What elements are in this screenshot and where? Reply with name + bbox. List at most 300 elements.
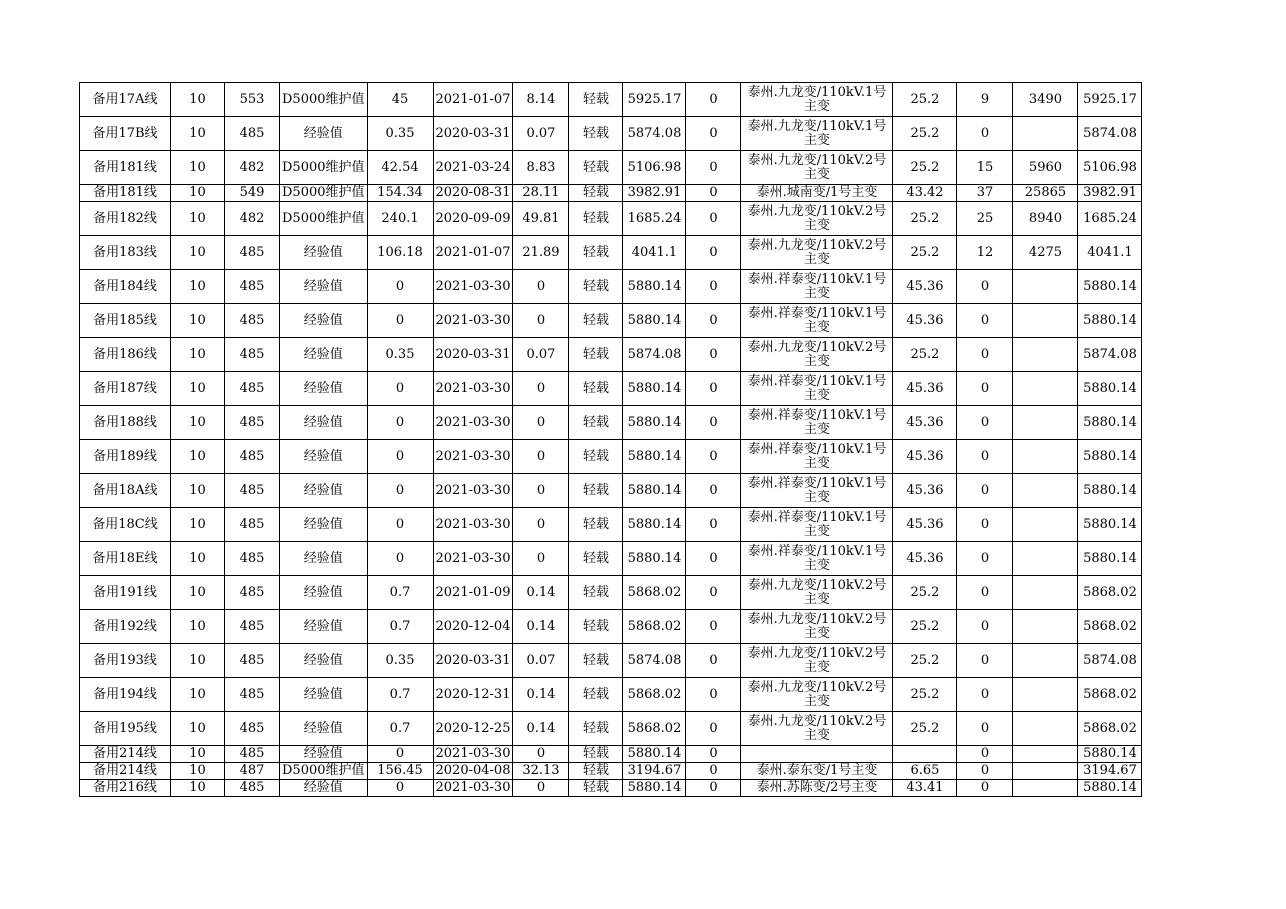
cell-margin: 5106.98 [623, 151, 686, 185]
cell-users: 0 [957, 644, 1013, 678]
cell-value-source: 经验值 [280, 508, 368, 542]
cell-rated-current: 482 [225, 151, 280, 185]
table-row [80, 576, 1142, 610]
cell-value-source: 经验值 [280, 406, 368, 440]
cell-capacity: 43.41 [893, 780, 957, 797]
cell-col-zero: 0 [686, 678, 741, 712]
cell-substation: 泰州.祥泰变/110kV.1号主变 [741, 440, 893, 474]
table-row [80, 338, 1142, 372]
cell-capacity: 45.36 [893, 304, 957, 338]
cell-available: 5874.08 [1078, 338, 1142, 372]
cell-value-source: 经验值 [280, 338, 368, 372]
cell-voltage: 10 [171, 338, 225, 372]
cell-col-zero: 0 [686, 440, 741, 474]
cell-users: 0 [957, 746, 1013, 763]
cell-max-current: 0.7 [367, 678, 433, 712]
cell-load-rate: 0.07 [513, 644, 569, 678]
cell-user-capacity [1013, 372, 1078, 406]
cell-rated-current: 482 [225, 202, 280, 236]
cell-voltage: 10 [171, 185, 225, 202]
cell-available: 5880.14 [1078, 474, 1142, 508]
cell-date: 2020-12-04 [433, 610, 513, 644]
cell-col-zero: 0 [686, 236, 741, 270]
cell-load-status: 轻载 [569, 610, 623, 644]
cell-margin: 5880.14 [623, 406, 686, 440]
cell-available: 5880.14 [1078, 542, 1142, 576]
cell-capacity: 25.2 [893, 576, 957, 610]
cell-capacity: 6.65 [893, 763, 957, 780]
cell-load-rate: 0 [513, 780, 569, 797]
cell-margin: 3982.91 [623, 185, 686, 202]
cell-load-status: 轻载 [569, 270, 623, 304]
cell-rated-current: 487 [225, 763, 280, 780]
cell-rated-current: 485 [225, 406, 280, 440]
cell-max-current: 156.45 [367, 763, 433, 780]
cell-substation: 泰州.九龙变/110kV.2号主变 [741, 202, 893, 236]
cell-users: 15 [957, 151, 1013, 185]
table-row [80, 185, 1142, 202]
cell-load-rate: 0 [513, 304, 569, 338]
cell-margin: 5868.02 [623, 576, 686, 610]
cell-substation: 泰州.祥泰变/110kV.1号主变 [741, 270, 893, 304]
cell-load-rate: 0 [513, 508, 569, 542]
cell-available: 5868.02 [1078, 678, 1142, 712]
cell-user-capacity: 25865 [1013, 185, 1078, 202]
cell-col-zero: 0 [686, 644, 741, 678]
cell-substation: 泰州.九龙变/110kV.2号主变 [741, 712, 893, 746]
cell-users: 0 [957, 474, 1013, 508]
cell-margin: 5880.14 [623, 508, 686, 542]
cell-col-zero: 0 [686, 780, 741, 797]
cell-rated-current: 485 [225, 440, 280, 474]
cell-max-current: 0 [367, 372, 433, 406]
cell-max-current: 0 [367, 508, 433, 542]
cell-col-zero: 0 [686, 117, 741, 151]
cell-value-source: 经验值 [280, 576, 368, 610]
cell-margin: 5874.08 [623, 117, 686, 151]
cell-rated-current: 485 [225, 236, 280, 270]
cell-substation: 泰州.九龙变/110kV.2号主变 [741, 151, 893, 185]
cell-capacity: 45.36 [893, 372, 957, 406]
data-table [79, 82, 1142, 797]
cell-capacity: 25.2 [893, 338, 957, 372]
cell-available: 5925.17 [1078, 83, 1142, 117]
cell-date: 2021-03-30 [433, 508, 513, 542]
cell-rated-current: 553 [225, 83, 280, 117]
cell-col-zero: 0 [686, 712, 741, 746]
cell-date: 2020-03-31 [433, 117, 513, 151]
cell-capacity: 45.36 [893, 542, 957, 576]
cell-available: 5868.02 [1078, 610, 1142, 644]
cell-rated-current: 485 [225, 780, 280, 797]
cell-margin: 5868.02 [623, 712, 686, 746]
cell-load-rate: 21.89 [513, 236, 569, 270]
cell-users: 0 [957, 304, 1013, 338]
cell-load-rate: 0 [513, 372, 569, 406]
cell-col-zero: 0 [686, 185, 741, 202]
cell-max-current: 0 [367, 780, 433, 797]
cell-line-name: 备用187线 [80, 372, 171, 406]
cell-available: 5880.14 [1078, 746, 1142, 763]
cell-available: 5880.14 [1078, 304, 1142, 338]
cell-capacity: 45.36 [893, 440, 957, 474]
cell-load-status: 轻载 [569, 474, 623, 508]
cell-available: 5106.98 [1078, 151, 1142, 185]
cell-substation: 泰州.城南变/1号主变 [741, 185, 893, 202]
table-row [80, 151, 1142, 185]
cell-max-current: 0 [367, 304, 433, 338]
cell-col-zero: 0 [686, 270, 741, 304]
cell-available: 5880.14 [1078, 780, 1142, 797]
cell-user-capacity: 5960 [1013, 151, 1078, 185]
cell-max-current: 0.7 [367, 576, 433, 610]
cell-load-status: 轻载 [569, 780, 623, 797]
cell-rated-current: 485 [225, 508, 280, 542]
cell-capacity: 45.36 [893, 508, 957, 542]
cell-user-capacity [1013, 576, 1078, 610]
cell-user-capacity [1013, 474, 1078, 508]
cell-user-capacity [1013, 644, 1078, 678]
cell-available: 5880.14 [1078, 508, 1142, 542]
table-row [80, 236, 1142, 270]
cell-value-source: 经验值 [280, 746, 368, 763]
cell-users: 0 [957, 440, 1013, 474]
cell-capacity: 25.2 [893, 151, 957, 185]
cell-date: 2021-01-07 [433, 236, 513, 270]
table-row [80, 202, 1142, 236]
cell-voltage: 10 [171, 576, 225, 610]
cell-margin: 5880.14 [623, 304, 686, 338]
cell-line-name: 备用17A线 [80, 83, 171, 117]
cell-users: 0 [957, 576, 1013, 610]
cell-load-status: 轻载 [569, 117, 623, 151]
cell-load-status: 轻载 [569, 151, 623, 185]
cell-user-capacity [1013, 763, 1078, 780]
cell-max-current: 0.35 [367, 117, 433, 151]
cell-load-rate: 0 [513, 406, 569, 440]
cell-margin: 5880.14 [623, 270, 686, 304]
cell-users: 0 [957, 117, 1013, 151]
cell-line-name: 备用186线 [80, 338, 171, 372]
cell-capacity: 25.2 [893, 236, 957, 270]
cell-value-source: 经验值 [280, 780, 368, 797]
cell-user-capacity [1013, 338, 1078, 372]
table-row [80, 712, 1142, 746]
cell-rated-current: 485 [225, 474, 280, 508]
cell-user-capacity [1013, 406, 1078, 440]
cell-substation: 泰州.祥泰变/110kV.1号主变 [741, 542, 893, 576]
table-row [80, 372, 1142, 406]
cell-col-zero: 0 [686, 508, 741, 542]
cell-user-capacity [1013, 304, 1078, 338]
cell-line-name: 备用18E线 [80, 542, 171, 576]
cell-line-name: 备用216线 [80, 780, 171, 797]
table-row [80, 270, 1142, 304]
cell-user-capacity [1013, 780, 1078, 797]
cell-capacity: 25.2 [893, 610, 957, 644]
cell-max-current: 0.7 [367, 712, 433, 746]
cell-margin: 5880.14 [623, 440, 686, 474]
cell-users: 0 [957, 763, 1013, 780]
cell-user-capacity: 3490 [1013, 83, 1078, 117]
cell-capacity: 25.2 [893, 678, 957, 712]
table-row [80, 780, 1142, 797]
cell-load-rate: 0 [513, 440, 569, 474]
table-row [80, 610, 1142, 644]
table-row [80, 83, 1142, 117]
cell-max-current: 0 [367, 270, 433, 304]
cell-load-rate: 0.14 [513, 610, 569, 644]
cell-user-capacity [1013, 610, 1078, 644]
cell-capacity [893, 746, 957, 763]
cell-value-source: D5000维护值 [280, 763, 368, 780]
cell-users: 9 [957, 83, 1013, 117]
cell-date: 2020-04-08 [433, 763, 513, 780]
cell-date: 2020-03-31 [433, 338, 513, 372]
cell-max-current: 0 [367, 474, 433, 508]
cell-col-zero: 0 [686, 202, 741, 236]
cell-value-source: 经验值 [280, 117, 368, 151]
cell-line-name: 备用194线 [80, 678, 171, 712]
cell-margin: 3194.67 [623, 763, 686, 780]
cell-substation: 泰州.九龙变/110kV.2号主变 [741, 610, 893, 644]
cell-col-zero: 0 [686, 83, 741, 117]
cell-load-rate: 0.14 [513, 712, 569, 746]
cell-value-source: D5000维护值 [280, 185, 368, 202]
cell-users: 0 [957, 610, 1013, 644]
cell-load-status: 轻载 [569, 236, 623, 270]
cell-users: 25 [957, 202, 1013, 236]
cell-load-status: 轻载 [569, 712, 623, 746]
table-row [80, 644, 1142, 678]
cell-load-status: 轻载 [569, 644, 623, 678]
cell-date: 2020-08-31 [433, 185, 513, 202]
table-row [80, 406, 1142, 440]
cell-col-zero: 0 [686, 746, 741, 763]
cell-voltage: 10 [171, 780, 225, 797]
cell-line-name: 备用188线 [80, 406, 171, 440]
table-row [80, 746, 1142, 763]
cell-users: 0 [957, 270, 1013, 304]
cell-users: 0 [957, 780, 1013, 797]
cell-load-rate: 8.83 [513, 151, 569, 185]
cell-available: 5874.08 [1078, 644, 1142, 678]
cell-substation: 泰州.九龙变/110kV.2号主变 [741, 678, 893, 712]
cell-load-status: 轻载 [569, 304, 623, 338]
cell-substation: 泰州.九龙变/110kV.1号主变 [741, 83, 893, 117]
cell-col-zero: 0 [686, 474, 741, 508]
cell-voltage: 10 [171, 644, 225, 678]
cell-value-source: D5000维护值 [280, 151, 368, 185]
cell-users: 0 [957, 542, 1013, 576]
cell-voltage: 10 [171, 610, 225, 644]
cell-load-rate: 0.14 [513, 576, 569, 610]
cell-substation: 泰州.祥泰变/110kV.1号主变 [741, 508, 893, 542]
cell-available: 5880.14 [1078, 270, 1142, 304]
cell-rated-current: 549 [225, 185, 280, 202]
cell-max-current: 0.35 [367, 338, 433, 372]
cell-rated-current: 485 [225, 117, 280, 151]
cell-date: 2021-01-09 [433, 576, 513, 610]
cell-users: 0 [957, 406, 1013, 440]
cell-capacity: 45.36 [893, 406, 957, 440]
cell-load-status: 轻载 [569, 763, 623, 780]
cell-rated-current: 485 [225, 542, 280, 576]
cell-margin: 5874.08 [623, 644, 686, 678]
cell-users: 0 [957, 508, 1013, 542]
cell-capacity: 45.36 [893, 270, 957, 304]
cell-substation: 泰州.九龙变/110kV.2号主变 [741, 644, 893, 678]
cell-value-source: D5000维护值 [280, 83, 368, 117]
cell-date: 2020-03-31 [433, 644, 513, 678]
cell-available: 5874.08 [1078, 117, 1142, 151]
cell-voltage: 10 [171, 508, 225, 542]
cell-value-source: 经验值 [280, 678, 368, 712]
cell-load-status: 轻载 [569, 406, 623, 440]
cell-line-name: 备用191线 [80, 576, 171, 610]
cell-voltage: 10 [171, 270, 225, 304]
table-row [80, 678, 1142, 712]
cell-margin: 5880.14 [623, 474, 686, 508]
cell-rated-current: 485 [225, 372, 280, 406]
cell-load-status: 轻载 [569, 83, 623, 117]
cell-load-status: 轻载 [569, 372, 623, 406]
cell-voltage: 10 [171, 304, 225, 338]
cell-value-source: 经验值 [280, 474, 368, 508]
cell-capacity: 25.2 [893, 83, 957, 117]
table-row [80, 304, 1142, 338]
cell-users: 0 [957, 712, 1013, 746]
cell-date: 2021-03-30 [433, 780, 513, 797]
cell-load-rate: 32.13 [513, 763, 569, 780]
cell-col-zero: 0 [686, 763, 741, 780]
cell-user-capacity: 8940 [1013, 202, 1078, 236]
cell-voltage: 10 [171, 712, 225, 746]
cell-load-status: 轻载 [569, 746, 623, 763]
table-row [80, 763, 1142, 780]
cell-margin: 5880.14 [623, 542, 686, 576]
cell-date: 2020-12-25 [433, 712, 513, 746]
cell-capacity: 43.42 [893, 185, 957, 202]
cell-date: 2021-03-24 [433, 151, 513, 185]
cell-users: 0 [957, 678, 1013, 712]
cell-load-status: 轻载 [569, 440, 623, 474]
cell-margin: 5925.17 [623, 83, 686, 117]
cell-users: 12 [957, 236, 1013, 270]
cell-voltage: 10 [171, 406, 225, 440]
cell-line-name: 备用193线 [80, 644, 171, 678]
cell-load-status: 轻载 [569, 678, 623, 712]
cell-date: 2021-03-30 [433, 270, 513, 304]
cell-users: 0 [957, 338, 1013, 372]
cell-max-current: 42.54 [367, 151, 433, 185]
cell-rated-current: 485 [225, 576, 280, 610]
cell-users: 0 [957, 372, 1013, 406]
cell-max-current: 0.35 [367, 644, 433, 678]
cell-substation: 泰州.苏陈变/2号主变 [741, 780, 893, 797]
cell-col-zero: 0 [686, 372, 741, 406]
cell-value-source: 经验值 [280, 270, 368, 304]
cell-load-rate: 0.07 [513, 338, 569, 372]
cell-date: 2020-09-09 [433, 202, 513, 236]
cell-load-rate: 49.81 [513, 202, 569, 236]
cell-voltage: 10 [171, 474, 225, 508]
cell-load-status: 轻载 [569, 202, 623, 236]
cell-load-rate: 8.14 [513, 83, 569, 117]
cell-rated-current: 485 [225, 338, 280, 372]
cell-user-capacity [1013, 746, 1078, 763]
cell-value-source: 经验值 [280, 372, 368, 406]
cell-line-name: 备用18A线 [80, 474, 171, 508]
cell-line-name: 备用214线 [80, 746, 171, 763]
cell-capacity: 25.2 [893, 202, 957, 236]
cell-available: 4041.1 [1078, 236, 1142, 270]
cell-load-rate: 0.14 [513, 678, 569, 712]
cell-user-capacity: 4275 [1013, 236, 1078, 270]
cell-rated-current: 485 [225, 304, 280, 338]
cell-max-current: 0 [367, 746, 433, 763]
cell-col-zero: 0 [686, 610, 741, 644]
cell-line-name: 备用214线 [80, 763, 171, 780]
cell-substation: 泰州.泰东变/1号主变 [741, 763, 893, 780]
cell-rated-current: 485 [225, 678, 280, 712]
cell-capacity: 45.36 [893, 474, 957, 508]
cell-available: 1685.24 [1078, 202, 1142, 236]
cell-max-current: 0.7 [367, 610, 433, 644]
cell-voltage: 10 [171, 202, 225, 236]
cell-line-name: 备用189线 [80, 440, 171, 474]
cell-load-status: 轻载 [569, 508, 623, 542]
cell-voltage: 10 [171, 117, 225, 151]
cell-line-name: 备用184线 [80, 270, 171, 304]
cell-value-source: 经验值 [280, 644, 368, 678]
cell-max-current: 0 [367, 406, 433, 440]
cell-value-source: 经验值 [280, 304, 368, 338]
cell-rated-current: 485 [225, 746, 280, 763]
cell-max-current: 240.1 [367, 202, 433, 236]
cell-voltage: 10 [171, 763, 225, 780]
table-row [80, 542, 1142, 576]
cell-rated-current: 485 [225, 610, 280, 644]
cell-load-rate: 0 [513, 474, 569, 508]
cell-date: 2021-03-30 [433, 406, 513, 440]
cell-load-status: 轻载 [569, 576, 623, 610]
cell-voltage: 10 [171, 440, 225, 474]
cell-load-rate: 0 [513, 542, 569, 576]
cell-user-capacity [1013, 508, 1078, 542]
cell-line-name: 备用18C线 [80, 508, 171, 542]
cell-substation [741, 746, 893, 763]
cell-line-name: 备用17B线 [80, 117, 171, 151]
cell-date: 2020-12-31 [433, 678, 513, 712]
cell-voltage: 10 [171, 151, 225, 185]
cell-load-status: 轻载 [569, 542, 623, 576]
cell-margin: 5868.02 [623, 610, 686, 644]
cell-voltage: 10 [171, 542, 225, 576]
cell-load-rate: 0 [513, 270, 569, 304]
cell-date: 2021-01-07 [433, 83, 513, 117]
cell-rated-current: 485 [225, 712, 280, 746]
cell-user-capacity [1013, 678, 1078, 712]
cell-available: 5880.14 [1078, 440, 1142, 474]
cell-voltage: 10 [171, 236, 225, 270]
cell-available: 5880.14 [1078, 372, 1142, 406]
table-row [80, 474, 1142, 508]
cell-col-zero: 0 [686, 406, 741, 440]
cell-value-source: D5000维护值 [280, 202, 368, 236]
cell-user-capacity [1013, 712, 1078, 746]
cell-substation: 泰州.祥泰变/110kV.1号主变 [741, 474, 893, 508]
